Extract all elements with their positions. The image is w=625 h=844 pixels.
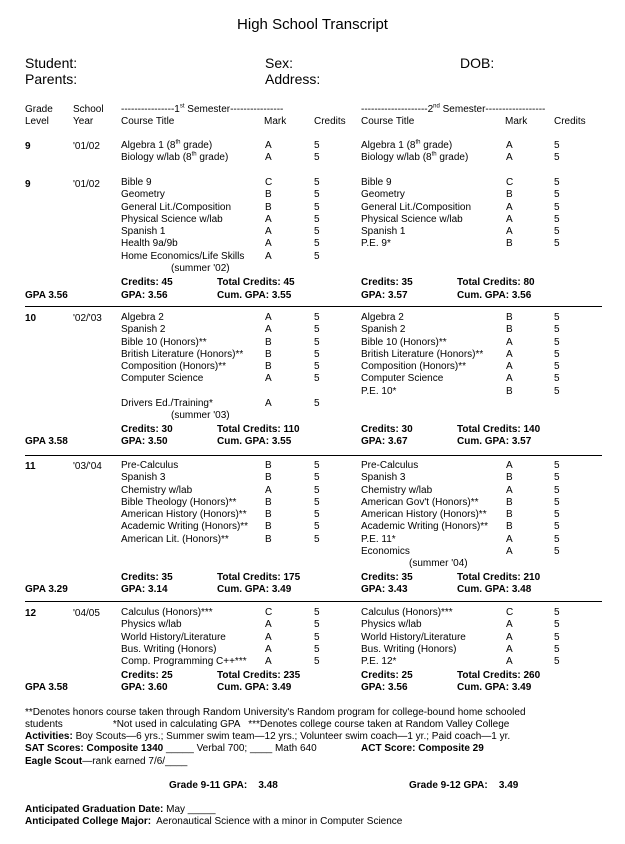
semester-1-header: ----------------1st Semester---------------- [121,103,284,115]
mark: B [265,509,272,521]
grade-9-12-gpa: Grade 9-12 GPA: 3.49 [409,780,519,791]
year-header: Year [73,116,94,127]
credit: 5 [314,152,320,164]
course-title: Algebra 2 [121,312,164,323]
mark: B [265,361,272,373]
course-title: British Literature (Honors)** [121,348,244,360]
mark: B [265,189,272,201]
credit: 5 [554,619,560,631]
semester-1-marks [265,607,272,668]
semester-gpa: GPA: 3.43 [361,584,408,595]
course-title: Bible 10 (Honors)** [121,336,207,348]
credit: 5 [314,521,320,533]
credit: 5 [314,250,320,262]
blank-row [121,386,243,398]
course-title: Bible 9 [361,177,392,188]
grade-level: 11 [25,461,36,472]
credit: 5 [314,472,320,484]
credit: 5 [314,398,320,410]
course-title: British Literature (Honors)** [361,348,484,360]
school-year: '03/'04 [73,461,102,472]
semester-2-courses [361,607,466,668]
course-title: Physical Science w/lab [361,213,463,225]
semester-2-credits [554,460,560,558]
credit: 5 [314,213,320,225]
mark: A [265,250,272,262]
course-title: Computer Science [361,373,444,385]
course-title: Health 9a/9b [121,238,178,250]
college-major: Anticipated College Major: Aeronautical Science with a minor in Computer Science [25,816,403,827]
semester-2-marks [506,177,513,251]
course-title: Algebra 2 [361,312,404,323]
mark: A [506,656,513,668]
cumulative-gpa: Cum. GPA: 3.49 [217,584,292,595]
semester-1-credits [314,460,320,546]
credit: 5 [314,226,320,238]
course-title: Geometry [361,189,405,201]
credit: 5 [554,472,560,484]
course-title: Composition (Honors)** [361,361,467,373]
year-gpa: GPA 3.56 [25,290,68,301]
mark: B [265,521,272,533]
semester-2-marks [506,460,513,558]
activities: Activities: Boy Scouts—6 yrs.; Summer swim team—12 yrs.; Volunteer swim coach—1 yr.; Paid coach—1 yr. [25,731,511,742]
semester-2-courses [361,140,468,165]
mark: A [506,460,513,471]
semester-1-marks [265,460,272,546]
school-year: '01/02 [73,141,100,152]
credit: 5 [314,373,320,385]
credit: 5 [314,533,320,545]
credit: 5 [314,656,320,668]
semester-credits: Credits: 35 [361,277,413,288]
course-note: (summer '02) [171,263,230,275]
course-title: Chemistry w/lab [361,484,433,496]
mark: B [506,472,513,484]
mark: B [265,201,272,213]
credit: 5 [314,643,320,655]
divider [25,455,602,456]
credit: 5 [314,631,320,643]
mark: A [506,336,513,348]
mark: B [265,496,272,508]
semester-gpa: GPA: 3.14 [121,584,168,595]
course-title: American History (Honors)** [121,509,247,521]
mark: A [506,373,513,385]
mark: B [265,336,272,348]
credits-header-2: Credits [554,116,586,127]
mark: B [506,496,513,508]
mark: A [506,546,513,558]
cumulative-gpa: Cum. GPA: 3.55 [217,436,292,447]
year-gpa: GPA 3.29 [25,584,68,595]
mark: A [265,656,272,668]
mark: B [506,509,513,521]
credit: 5 [314,140,320,151]
semester-2-courses [361,177,471,251]
credit: 5 [554,521,560,533]
school-year: '02/'03 [73,313,102,324]
course-title: Bible 10 (Honors)** [361,336,447,348]
credit: 5 [314,238,320,250]
course-title: Physics w/lab [361,619,422,631]
mark: A [265,213,272,225]
semester-1-courses [121,140,228,165]
year-gpa: GPA 3.58 [25,682,68,693]
course-title: Spanish 2 [361,324,406,336]
grade-9-11-gpa: Grade 9-11 GPA: 3.48 [169,780,278,791]
total-credits: Total Credits: 175 [217,572,301,583]
course-title: Comp. Programming C++*** [121,656,247,668]
credit: 5 [554,607,560,618]
credit: 5 [314,348,320,360]
semester-2-marks [506,607,513,668]
divider [25,601,602,602]
credit: 5 [554,631,560,643]
mark: B [506,189,513,201]
credit: 5 [314,336,320,348]
semester-1-marks [265,312,272,410]
course-title: Biology w/lab (8th grade) [361,151,469,164]
year-gpa: GPA 3.58 [25,436,68,447]
semester-2-credits [554,177,560,251]
course-title: General Lit./Composition [121,201,232,213]
credit: 5 [314,496,320,508]
student-label: Student: [25,55,78,71]
credit: 5 [554,177,560,188]
mark: A [506,226,513,238]
semester-2-courses [361,312,483,398]
semester-1-courses [121,607,247,668]
course-title: Drivers Ed./Training* [121,398,213,410]
course-title: General Lit./Composition [361,201,472,213]
course-title: Spanish 3 [361,472,406,484]
grade-level: 10 [25,313,37,324]
course-title: Composition (Honors)** [121,361,227,373]
course-title: Chemistry w/lab [121,484,193,496]
act-score: ACT Score: Composite 29 [361,743,484,754]
course-title: Academic Writing (Honors)** [121,521,249,533]
mark: B [506,238,513,250]
mark-header-1: Mark [264,116,287,127]
credit: 5 [554,460,560,471]
mark: B [265,472,272,484]
course-title: Home Economics/Life Skills [121,250,245,262]
semester-2-credits [554,140,560,165]
course-title: Algebra 1 (8th grade) [361,139,453,151]
mark: A [506,213,513,225]
course-title: Economics [361,546,410,558]
credit: 5 [554,348,560,360]
course-title-header-1: Course Title [121,116,175,127]
credits-header-1: Credits [314,116,346,127]
semester-gpa: GPA: 3.56 [121,290,168,301]
semester-credits: Credits: 25 [361,670,413,681]
credit: 5 [554,484,560,496]
mark: A [506,533,513,545]
credit: 5 [554,238,560,250]
mark: A [506,140,513,151]
course-title: Biology w/lab (8th grade) [121,151,229,164]
total-credits: Total Credits: 260 [457,670,541,681]
mark: A [265,631,272,643]
course-title: Geometry [121,189,165,201]
course-title: P.E. 9* [361,238,391,250]
semester-1-marks [265,177,272,263]
mark: C [265,607,273,618]
credit: 5 [554,201,560,213]
credit: 5 [314,619,320,631]
semester-1-credits [314,607,320,668]
mark: A [506,631,513,643]
credit: 5 [554,509,560,521]
mark: A [506,361,513,373]
mark: B [506,521,513,533]
mark: A [265,140,272,151]
credit: 5 [554,385,560,397]
semester-credits: Credits: 45 [121,277,173,288]
divider [25,306,602,307]
semester-1-courses [121,177,244,275]
cumulative-gpa: Cum. GPA: 3.55 [217,290,292,301]
mark: A [265,226,272,238]
course-title: World History/Literature [121,631,226,643]
mark: A [506,201,513,213]
semester-gpa: GPA: 3.60 [121,682,168,693]
school-header: School [73,104,104,115]
cumulative-gpa: Cum. GPA: 3.49 [217,682,292,693]
course-title: P.E. 11* [361,533,396,545]
eagle-scout: Eagle Scout—rank earned 7/6/____ [25,756,188,767]
credit: 5 [554,373,560,385]
honors-note: **Denotes honors course taken through Random University's Random program for college-bound home schooled [25,707,526,718]
course-note: (summer '03) [171,410,230,422]
course-title: World History/Literature [361,631,466,643]
blank-row [265,386,272,398]
mark: C [506,607,514,618]
grade-level: 9 [25,179,31,190]
credit: 5 [554,189,560,201]
mark: A [506,643,513,655]
cumulative-gpa: Cum. GPA: 3.57 [457,436,532,447]
mark: A [506,619,513,631]
credit: 5 [554,152,560,164]
total-credits: Total Credits: 45 [217,277,295,288]
credit: 5 [554,643,560,655]
course-title: Spanish 2 [121,324,166,336]
semester-credits: Credits: 30 [361,424,413,435]
page-title: High School Transcript [237,16,388,33]
mark: B [265,348,272,360]
semester-2-marks [506,312,513,398]
semester-2-credits [554,312,560,398]
mark: A [265,484,272,496]
mark: B [265,533,272,545]
course-title: P.E. 12* [361,656,397,668]
course-title: Spanish 3 [121,472,166,484]
credit: 5 [554,656,560,668]
total-credits: Total Credits: 110 [217,424,300,435]
parents-label: Parents: [25,71,78,87]
sex-label: Sex: [265,55,294,71]
mark: A [506,484,513,496]
semester-1-credits [314,177,320,263]
course-title: Bus. Writing (Honors) [361,643,457,655]
mark: B [265,460,272,471]
credit: 5 [314,361,320,373]
mark: A [265,238,272,250]
credit: 5 [554,213,560,225]
semester-2-courses [361,460,488,571]
course-note: (summer '04) [409,558,468,570]
credit: 5 [554,324,560,336]
course-title: Pre-Calculus [361,460,419,471]
course-title: American Lit. (Honors)** [121,533,229,545]
credit: 5 [314,460,320,471]
credit: 5 [314,484,320,496]
gpa-note: students *Not used in calculating GPA ***Denotes college course taken at Random Valley College [25,719,510,730]
mark: A [265,643,272,655]
sat-scores: SAT Scores: Composite 1340 _____ Verbal 700; ____ Math 640 [25,743,317,754]
course-title: Bus. Writing (Honors) [121,643,217,655]
credit: 5 [554,546,560,558]
blank-row [314,386,320,398]
course-title: Physical Science w/lab [121,213,223,225]
semester-credits: Credits: 35 [121,572,173,583]
credit: 5 [554,361,560,373]
course-title: American History (Honors)** [361,509,487,521]
course-title: Computer Science [121,373,204,385]
total-credits: Total Credits: 235 [217,670,301,681]
grade-level: 12 [25,608,37,619]
course-title: American Gov't (Honors)** [361,496,479,508]
course-title: Bible 9 [121,177,152,188]
dob-label: DOB: [460,55,495,71]
mark: A [265,619,272,631]
credit: 5 [554,312,560,323]
semester-gpa: GPA: 3.67 [361,436,408,447]
semester-2-credits [554,607,560,668]
semester-1-marks [265,140,272,165]
semester-credits: Credits: 25 [121,670,173,681]
mark: B [506,312,513,323]
course-title: Physics w/lab [121,619,182,631]
semester-gpa: GPA: 3.56 [361,682,408,693]
total-credits: Total Credits: 80 [457,277,535,288]
cumulative-gpa: Cum. GPA: 3.48 [457,584,532,595]
mark: A [265,312,272,323]
mark: A [506,348,513,360]
credit: 5 [314,324,320,336]
course-title: P.E. 10* [361,385,397,397]
credit: 5 [314,312,320,323]
total-credits: Total Credits: 210 [457,572,541,583]
course-title-header-2: Course Title [361,116,415,127]
semester-credits: Credits: 30 [121,424,173,435]
credit: 5 [314,189,320,201]
semester-credits: Credits: 35 [361,572,413,583]
credit: 5 [314,177,320,188]
semester-2-header: --------------------2nd Semester------------------ [361,103,546,115]
school-year: '01/02 [73,179,100,190]
total-credits: Total Credits: 140 [457,424,541,435]
mark: A [265,373,272,385]
semester-2-marks [506,140,513,165]
mark: A [265,152,272,164]
credit: 5 [314,509,320,521]
course-title: Spanish 1 [121,226,166,238]
semester-gpa: GPA: 3.57 [361,290,408,301]
address-label: Address: [265,71,321,87]
credit: 5 [554,336,560,348]
mark: C [265,177,273,188]
semester-1-courses [121,312,243,423]
semester-1-credits [314,312,320,410]
mark: C [506,177,514,188]
mark-header-2: Mark [505,116,528,127]
course-title: Calculus (Honors)*** [361,607,453,618]
semester-gpa: GPA: 3.50 [121,436,168,447]
course-title: Calculus (Honors)*** [121,607,213,618]
cumulative-gpa: Cum. GPA: 3.56 [457,290,532,301]
credit: 5 [554,140,560,151]
course-title: Spanish 1 [361,226,406,238]
mark: A [265,324,272,336]
grade-level: 9 [25,141,31,152]
course-title: Algebra 1 (8th grade) [121,139,213,151]
credit: 5 [314,201,320,213]
credit: 5 [554,496,560,508]
course-title: Pre-Calculus [121,460,179,471]
credit: 5 [554,533,560,545]
credit: 5 [314,607,320,618]
mark: A [265,398,272,410]
course-title: Bible Theology (Honors)** [121,496,237,508]
level-header: Level [25,116,49,127]
grade-header: Grade [25,104,53,115]
school-year: '04/05 [73,608,100,619]
mark: A [506,152,513,164]
semester-1-courses [121,460,248,546]
credit: 5 [554,226,560,238]
cumulative-gpa: Cum. GPA: 3.49 [457,682,532,693]
course-title: Academic Writing (Honors)** [361,521,489,533]
graduation-date: Anticipated Graduation Date: May _____ [25,804,216,815]
mark: B [506,385,513,397]
semester-1-credits [314,140,320,165]
mark: B [506,324,513,336]
